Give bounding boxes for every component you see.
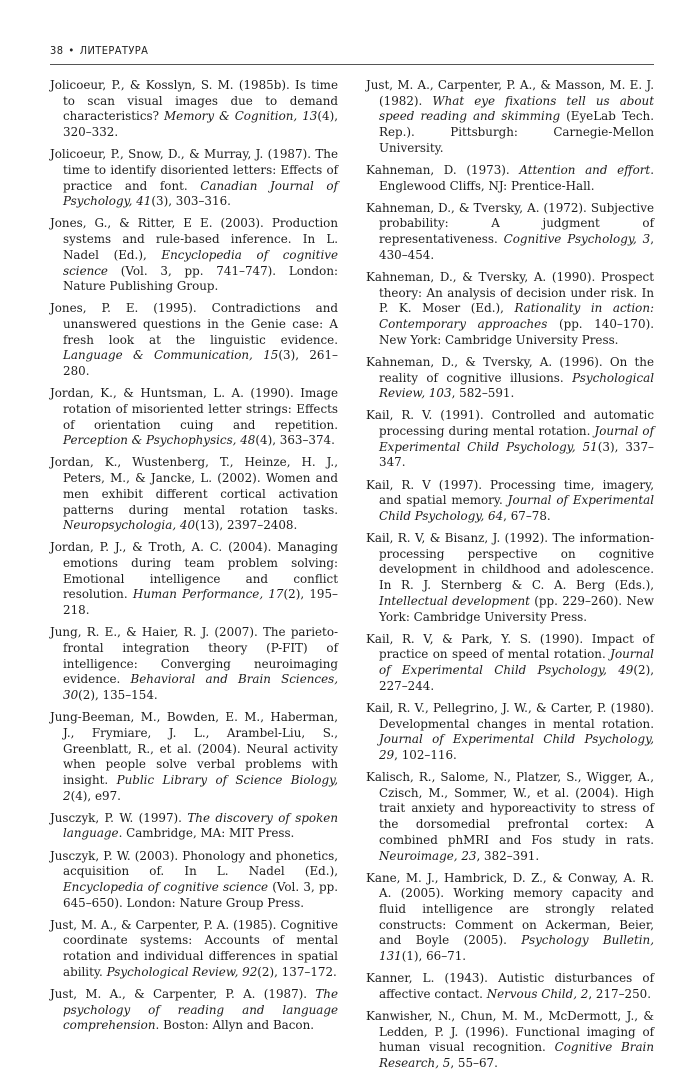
reference-source: Canadian Journal of Psychology, 41	[63, 178, 338, 209]
reference-details: (3), 337–347.	[379, 439, 654, 470]
reference-source: Encyclopedia of cognitive science	[63, 247, 338, 278]
reference-details: , 67–78.	[503, 508, 551, 523]
reference-details: . Englewood Cliffs, NJ: Prentice-Hall.	[379, 162, 654, 193]
reference-details: (4), 363–374.	[255, 433, 335, 448]
reference-entry	[50, 301, 338, 380]
reference-entry	[50, 216, 338, 295]
reference-text: Kalisch, R., Salome, N., Platzer, S., Wigger, A., Czisch, M., Sommer, W., et al. (2004). High trait anxiety and hyporeactivity to stress of the dorsomedial prefrontal cortex: A combined phMRI and Fos study in rats.	[366, 770, 654, 847]
reference-entry	[366, 408, 654, 471]
reference-text: Jones, G., & Ritter, E E. (2003). Production systems and rule-based inference. In L. Nadel (Ed.),	[50, 216, 338, 262]
reference-entry	[366, 770, 654, 864]
reference-source: Encyclopedia of cognitive science	[63, 879, 268, 894]
reference-entry	[366, 531, 654, 625]
reference-details: . Boston: Allyn and Bacon.	[155, 1018, 315, 1033]
reference-text: Kahneman, D., & Tversky, A. (1972). Subjective probability: A judgment of representativeness.	[366, 200, 654, 247]
reference-text: Kanwisher, N., Chun, M. M., McDermott, J., & Ledden, P. J. (1996). Functional imaging of human visual recognition.	[366, 1009, 654, 1055]
reference-entry	[50, 918, 338, 981]
reference-source: Cognitive Psychology, 3	[503, 232, 651, 247]
reference-entry	[50, 386, 338, 449]
reference-source: Journal of Experimental Child Psychology, 49	[379, 647, 654, 678]
reference-text: Kane, M. J., Hambrick, D. Z., & Conway, A. R. A. (2005). Working memory capacity and fluid intelligence are strongly related constructs: Comment on Ackerman, Beier, and Boyle (2005).	[366, 870, 654, 948]
reference-entry	[366, 478, 654, 525]
reference-details: , 430–454.	[379, 232, 655, 262]
reference-text: Just, M. A., & Carpenter, P. A. (1987).	[50, 986, 316, 1001]
reference-text: Jordan, P. J., & Troth, A. C. (2004). Managing emotions during team problem solving: Emotional intelligence and conflict resolution.	[50, 540, 338, 602]
reference-text: Jusczyk, P. W. (2003). Phonology and phonetics, acquisition of. In L. Nadel (Ed.),	[50, 848, 338, 879]
reference-details: (1), 66–71.	[401, 949, 467, 964]
reference-entry	[366, 78, 654, 157]
reference-source: The psychology of reading and language comprehension	[63, 986, 338, 1033]
reference-source: Psychological Review, 103	[379, 370, 654, 401]
reference-text: Kail, R. V (1997). Processing time, imagery, and spatial memory.	[366, 477, 654, 508]
reference-entry	[50, 147, 338, 210]
section-title: ЛИТЕРАТУРА	[79, 44, 149, 57]
reference-details: , 382–391.	[476, 848, 540, 863]
reference-details: (2), 135–154.	[78, 688, 158, 703]
reference-text: Jordan, K., Wustenberg, T., Heinze, H. J., Peters, M., & Jancke, L. (2002). Women and men exhibit different cortical activation patterns during mental rotation tasks.	[50, 455, 338, 517]
reference-column-left	[50, 78, 338, 1040]
running-head	[50, 44, 654, 57]
header-separator: •	[68, 44, 75, 57]
reference-text: Kahneman, D. (1973).	[366, 162, 520, 177]
reference-details: (3), 303–316.	[151, 194, 231, 209]
reference-details: (2), 195–218.	[63, 587, 338, 618]
reference-text: Just, M. A., Carpenter, P. A., & Masson, M. E. J. (1982).	[366, 78, 654, 108]
reference-details: . Cambridge, MA: MIT Press.	[118, 826, 295, 841]
reference-source: Psychology Bulletin, 131	[379, 933, 654, 964]
reference-source: Psychological Review, 92	[106, 964, 258, 979]
reference-source: Human Performance, 17	[132, 587, 284, 602]
reference-details: (pp. 229–260). New York: Cambridge University Press.	[379, 593, 654, 624]
reference-details: , 582–591.	[451, 386, 515, 401]
reference-source: Journal of Experimental Child Psychology, 29	[379, 732, 654, 762]
reference-source: Rationality in action: Contemporary approaches	[379, 301, 655, 332]
reference-entry	[50, 849, 338, 912]
reference-source: Language & Communication, 15	[63, 348, 279, 363]
reference-text: Jolicoeur, P., Snow, D., & Murray, J. (1987). The time to identify disoriented letters: Effects of practice and font.	[50, 147, 338, 193]
reference-source: Perception & Psychophysics, 48	[63, 433, 256, 448]
reference-source: Neuroimage, 23	[379, 848, 477, 863]
reference-entry	[366, 871, 654, 965]
reference-text: Kail, R. V., Pellegrino, J. W., & Carter, P. (1980). Developmental changes in mental rotation.	[366, 700, 654, 731]
reference-text: Jusczyk, P. W. (1997).	[50, 810, 188, 825]
reference-entry	[366, 701, 654, 764]
reference-text: Just, M. A., & Carpenter, P. A. (1985). Cognitive coordinate systems: Accounts of mental rotation and individual differences in spatial ability.	[50, 917, 338, 979]
reference-source: Public Library of Science Biology, 2	[63, 772, 338, 803]
reference-details: (Vol. 3, pp. 741–747). London: Nature Publishing Group.	[63, 263, 338, 294]
reference-source: What eye fixations tell us about speed reading and skimming	[379, 93, 654, 124]
reference-details: (13), 2397–2408.	[195, 518, 298, 533]
reference-text: Jordan, K., & Huntsman, L. A. (1990). Image rotation of misoriented letter strings: Effects of orientation cuing and repetition.	[50, 386, 338, 432]
reference-text: Jung-Beeman, M., Bowden, E. M., Haberman, J., Frymiare, J. L., Arambel-Liu, S., Greenblatt, R., et al. (2004). Neural activity when people solve verbal problems with insight.	[50, 710, 338, 787]
reference-entry	[50, 987, 338, 1034]
reference-source: The discovery of spoken language	[63, 810, 338, 841]
reference-source: Intellectual development	[379, 593, 530, 608]
reference-details: (2), 137–172.	[257, 964, 337, 979]
reference-details: (2), 227–244.	[379, 663, 654, 693]
reference-details: , 217–250.	[588, 986, 652, 1001]
reference-entry	[366, 1009, 654, 1072]
reference-details: (3), 261–280.	[63, 348, 339, 379]
reference-details: (4), 320–332.	[63, 109, 338, 140]
reference-text: Kahneman, D., & Tversky, A. (1996). On the reality of cognitive illusions.	[366, 354, 654, 385]
reference-entry	[50, 811, 338, 842]
reference-details: (4), e97.	[70, 788, 121, 803]
reference-text: Jones, P. E. (1995). Contradictions and unanswered questions in the Genie case: A fresh look at the linguistic evidence.	[50, 301, 338, 347]
reference-entry	[50, 78, 338, 141]
reference-entry	[366, 355, 654, 402]
reference-details: (pp. 140–170). New York: Cambridge University Press.	[379, 317, 654, 347]
reference-source: Memory & Cognition, 13	[164, 109, 318, 124]
reference-source: Behavioral and Brain Sciences, 30	[63, 672, 338, 703]
reference-text: Kail, R. V, & Park, Y. S. (1990). Impact of practice on speed of mental rotation.	[366, 631, 654, 662]
reference-text: Kail, R. V, & Bisanz, J. (1992). The information-processing perspective on cognitive development in childhood and adolescence. In R. J. Sternberg & C. A. Berg (Eds.),	[366, 531, 654, 593]
reference-details: , 102–116.	[394, 747, 457, 762]
reference-entry	[50, 710, 338, 804]
reference-text: Kahneman, D., & Tversky, A. (1990). Prospect theory: An analysis of decision under risk. In P. K. Moser (Ed.),	[366, 269, 654, 316]
reference-text: Jung, R. E., & Haier, R. J. (2007). The parieto-frontal integration theory (P-FIT) of intelligence: Converging neuroimaging evidence.	[50, 625, 338, 687]
reference-source: Neuropsychologia, 40	[63, 518, 196, 533]
reference-details: (Vol. 3, pp. 645–650). London: Nature Group Press.	[63, 879, 338, 910]
reference-entry	[50, 455, 338, 534]
reference-entry	[50, 540, 338, 619]
reference-entry	[366, 270, 654, 349]
reference-text: Jolicoeur, P., & Kosslyn, S. M. (1985b). Is time to scan visual images due to demand characteristics?	[50, 78, 338, 124]
page-number: 38	[50, 44, 64, 57]
reference-text: Kanner, L. (1943). Autistic disturbances of affective contact.	[366, 971, 654, 1001]
reference-entry	[366, 971, 654, 1002]
reference-details: , 55–67.	[450, 1056, 498, 1071]
reference-entry	[50, 625, 338, 704]
reference-entry	[366, 201, 654, 264]
reference-source: Nervous Child, 2	[486, 986, 589, 1001]
reference-entry	[366, 632, 654, 695]
reference-source: Journal of Experimental Child Psychology, 51	[379, 424, 654, 454]
reference-source: Cognitive Brain Research, 5	[379, 1040, 654, 1071]
reference-column-right	[366, 78, 654, 1078]
reference-source: Journal of Experimental Child Psychology, 64	[379, 493, 654, 523]
reference-entry	[366, 163, 654, 194]
reference-source: Attention and effort	[519, 162, 651, 177]
reference-text: Kail, R. V. (1991). Controlled and automatic processing during mental rotation.	[366, 408, 654, 439]
reference-details: (EyeLab Tech. Rep.). Pittsburgh: Carnegie-Mellon University.	[379, 109, 654, 155]
header-rule	[50, 64, 654, 65]
